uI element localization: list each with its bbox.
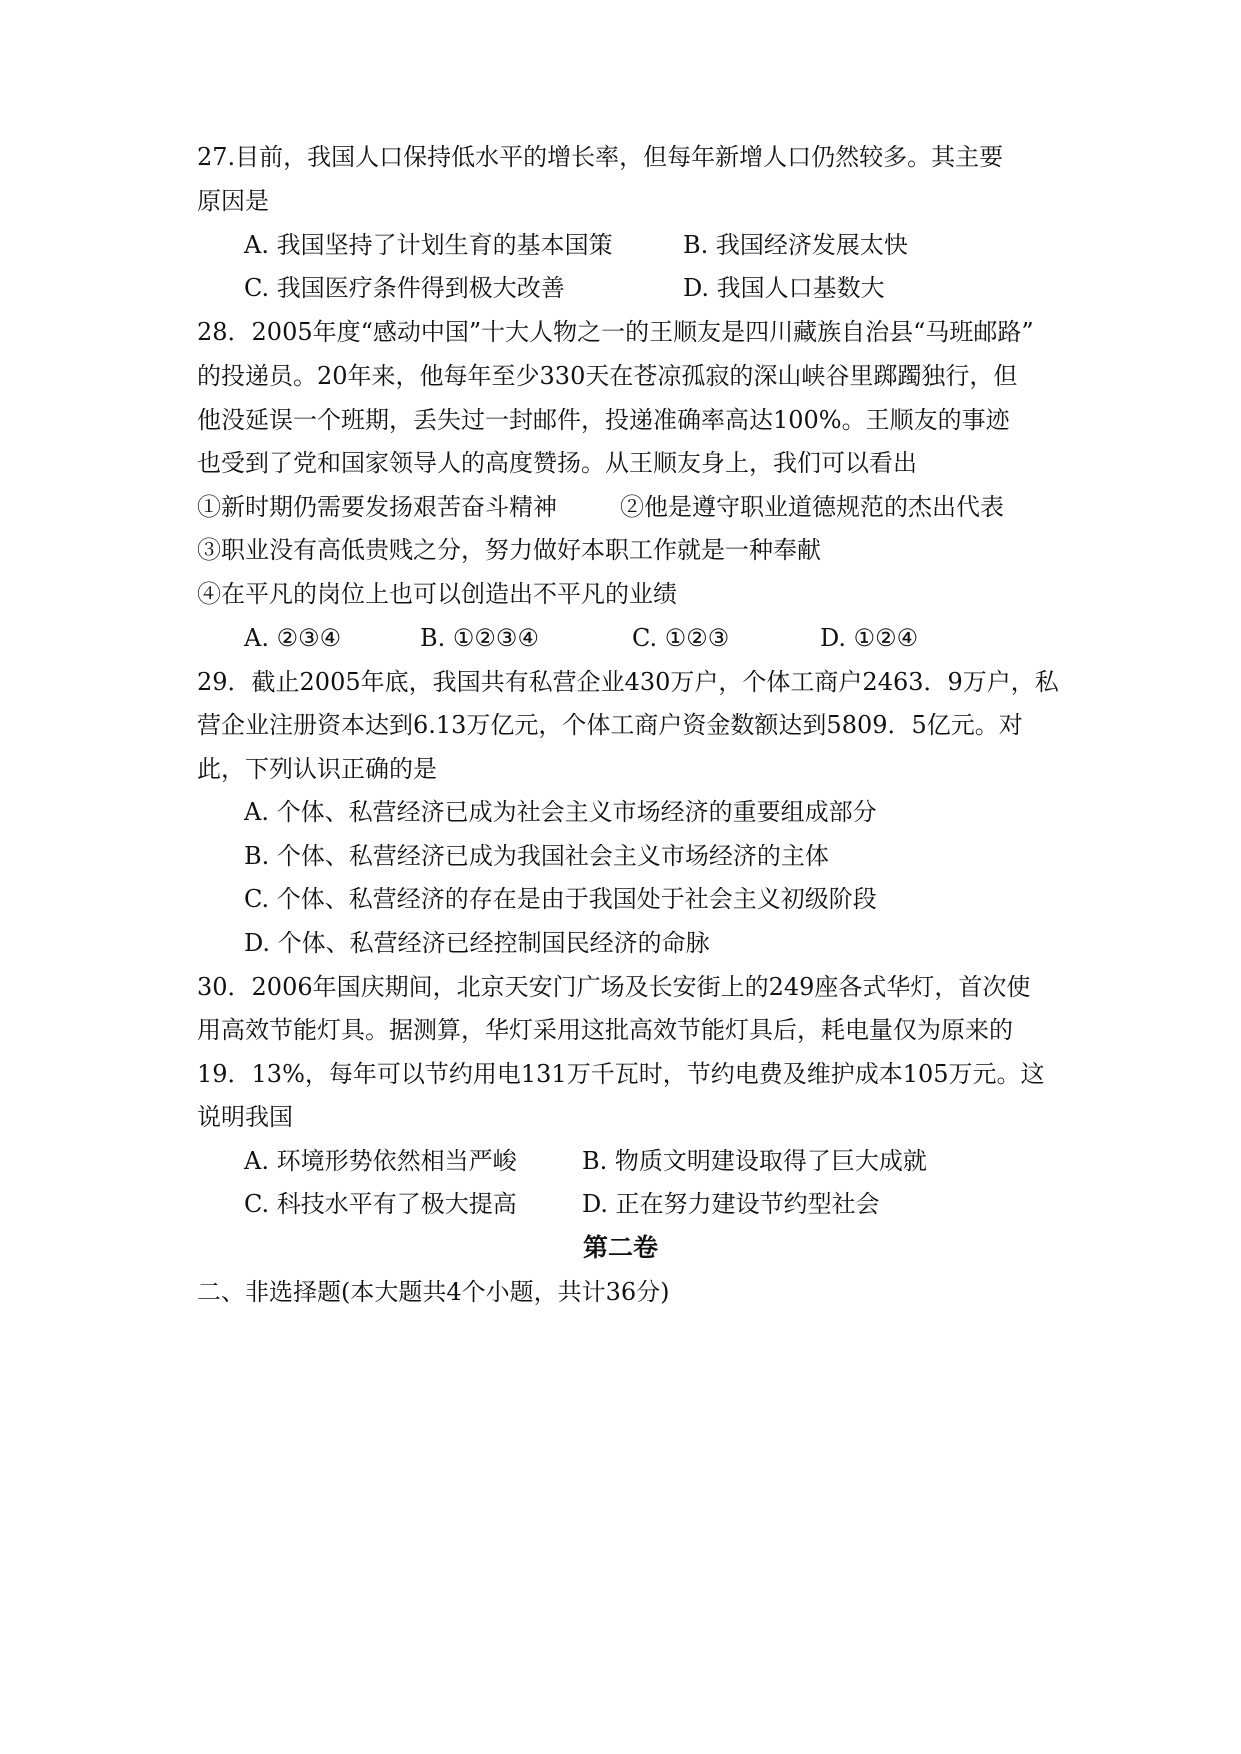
q29-stem-line-3: 此，下列认识正确的是 <box>197 755 437 783</box>
q30-option-b: B. 物质文明建设取得了巨大成就 <box>582 1147 927 1175</box>
q30-stem-line-3: 19．13%，每年可以节约用电131万千瓦时，节约电费及维护成本105万元。这 <box>197 1060 1045 1088</box>
q27-stem-line-2: 原因是 <box>197 187 269 215</box>
q28-stem-line-4: 也受到了党和国家领导人的高度赞扬。从王顺友身上，我们可以看出 <box>197 449 917 477</box>
q28-option-a: A. ②③④ <box>244 624 342 652</box>
q29-stem-line-1: 29．截止2005年底，我国共有私营企业430万户，个体工商户2463．9万户，私 <box>197 668 1059 696</box>
q29-option-c: C. 个体、私营经济的存在是由于我国处于社会主义初级阶段 <box>244 885 877 913</box>
q28-stem-line-1: 28．2005年度“感动中国”十大人物之一的王顺友是四川藏族自治县“马班邮路” <box>197 318 1034 346</box>
q28-stem-line-3: 他没延误一个班期，丢失过一封邮件，投递准确率高达100%。王顺友的事迹 <box>197 406 1010 434</box>
q29-option-a: A. 个体、私营经济已成为社会主义市场经济的重要组成部分 <box>244 798 877 826</box>
q28-stem-line-2: 的投递员。20年来，他每年至少330天在苍凉孤寂的深山峡谷里踯躅独行，但 <box>197 362 1018 390</box>
q30-option-d: D. 正在努力建设节约型社会 <box>582 1190 880 1218</box>
q30-option-c: C. 科技水平有了极大提高 <box>244 1190 517 1218</box>
q30-stem-line-4: 说明我国 <box>197 1103 293 1131</box>
q29-option-b: B. 个体、私营经济已成为我国社会主义市场经济的主体 <box>244 842 829 870</box>
q28-option-d: D. ①②④ <box>820 624 919 652</box>
q30-option-a: A. 环境形势依然相当严峻 <box>244 1147 517 1175</box>
section-heading: 第二卷 <box>582 1233 658 1262</box>
q28-statement-3: ③职业没有高低贵贱之分，努力做好本职工作就是一种奉献 <box>197 536 821 564</box>
q30-stem-line-1: 30．2006年国庆期间，北京天安门广场及长安街上的249座各式华灯，首次使 <box>197 973 1031 1001</box>
q27-option-a: A. 我国坚持了计划生育的基本国策 <box>244 231 613 259</box>
q29-option-d: D. 个体、私营经济已经控制国民经济的命脉 <box>244 929 710 957</box>
q27-option-b: B. 我国经济发展太快 <box>683 231 908 259</box>
q27-option-d: D. 我国人口基数大 <box>683 274 885 302</box>
q28-option-b: B. ①②③④ <box>420 624 539 652</box>
q28-option-c: C. ①②③ <box>632 624 730 652</box>
q30-stem-line-2: 用高效节能灯具。据测算，华灯采用这批高效节能灯具后，耗电量仅为原来的 <box>197 1016 1013 1044</box>
q28-statement-4: ④在平凡的岗位上也可以创造出不平凡的业绩 <box>197 580 677 608</box>
q27-option-c: C. 我国医疗条件得到极大改善 <box>244 274 565 302</box>
section-subheading: 二、非选择题(本大题共4个小题，共计36分) <box>197 1278 670 1306</box>
q27-stem-line-1: 27.目前，我国人口保持低水平的增长率，但每年新增人口仍然较多。其主要 <box>197 143 1004 171</box>
q29-stem-line-2: 营企业注册资本达到6.13万亿元，个体工商户资金数额达到5809．5亿元。对 <box>197 711 1023 739</box>
q28-statement-2: ②他是遵守职业道德规范的杰出代表 <box>620 493 1004 521</box>
q28-statement-1: ①新时期仍需要发扬艰苦奋斗精神 <box>197 493 557 521</box>
